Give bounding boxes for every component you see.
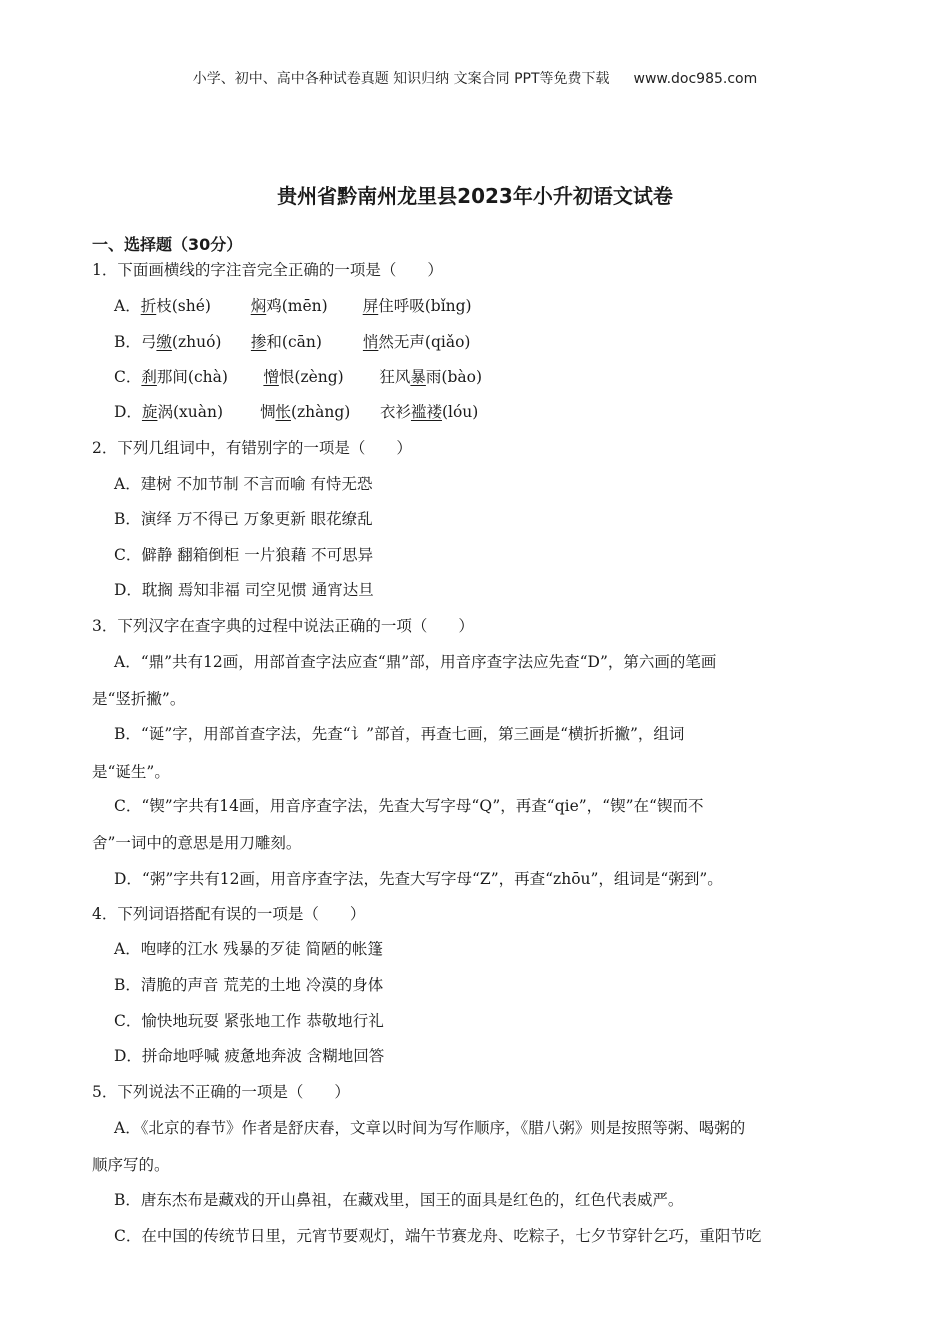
q5-option-c: C．在中国的传统节日里，元宵节要观灯，端午节赛龙舟、吃粽子，七夕节穿针乞巧，重阳节吃	[114, 1227, 762, 1245]
q3-stem: 3．下列汉字在查字典的过程中说法正确的一项（ ）	[92, 617, 474, 635]
q1-option-d: D．旋涡(xuàn) 惆怅(zhàng) 衣衫褴褛(lóu)	[114, 403, 479, 421]
q5-option-b: B．唐东杰布是藏戏的开山鼻祖，在藏戏里，国王的面具是红色的，红色代表威严。	[114, 1191, 684, 1209]
q3-option-b-cont: 是“诞生”。	[92, 763, 170, 781]
q3-option-d: D．“粥”字共有12画，用音序查字法，先查大写字母“Z”，再查“zhōu”，组词是“粥到”。	[114, 870, 723, 888]
q1-option-b: B．弓缴(zhuó) 掺和(cān) 悄然无声(qiǎo)	[114, 333, 471, 351]
section-heading: 一、选择题（30分）	[92, 235, 243, 254]
q2-option-d: D．耽搁 焉知非福 司空见惯 通宵达旦	[114, 581, 374, 599]
q3-option-a: A．“鼎”共有12画，用部首查字法应查“鼎”部，用音序查字法应先查“D”，第六画的笔画	[114, 653, 717, 671]
q4-option-c: C．愉快地玩耍 紧张地工作 恭敬地行礼	[114, 1012, 384, 1030]
q4-stem: 4．下列词语搭配有误的一项是（ ）	[92, 905, 366, 923]
q2-option-b: B．演绎 万不得已 万象更新 眼花缭乱	[114, 510, 373, 528]
q4-option-d: D．拼命地呼喊 疲惫地奔波 含糊地回答	[114, 1047, 385, 1065]
q3-option-c-cont: 舍”一词中的意思是用刀雕刻。	[92, 834, 302, 852]
q2-option-a: A．建树 不加节制 不言而喻 有恃无恐	[114, 475, 373, 493]
q4-option-b: B．清脆的声音 荒芜的土地 冷漠的身体	[114, 976, 384, 994]
q3-option-c: C．“锲”字共有14画，用音序查字法，先查大写字母“Q”，再查“qie”，“锲”在“锲而不	[114, 797, 704, 815]
q2-stem: 2．下列几组词中，有错别字的一项是（ ）	[92, 439, 412, 457]
q5-stem: 5．下列说法不正确的一项是（ ）	[92, 1083, 350, 1101]
page-header	[0, 68, 950, 88]
q3-option-a-cont: 是“竖折撇”。	[92, 690, 186, 708]
q1-stem: 1．下面画横线的字注音完全正确的一项是（ ）	[92, 261, 443, 279]
q1-option-a: A．折枝(shé) 焖鸡(mēn) 屏住呼吸(bǐng)	[114, 297, 472, 315]
page-title: 贵州省黔南州龙里县2023年小升初语文试卷	[277, 184, 673, 208]
q3-option-b: B．“诞”字，用部首查字法，先查“讠”部首，再查七画，第三画是“横折折撇”，组词	[114, 725, 685, 743]
header-site-link[interactable]: www.doc985.com	[633, 71, 758, 87]
q5-option-a-cont: 顺序写的。	[92, 1156, 170, 1174]
q4-option-a: A．咆哮的江水 残暴的歹徒 简陋的帐篷	[114, 940, 384, 958]
header-text: 小学、初中、高中各种试卷真题 知识归纳 文案合同 PPT等免费下载	[192, 71, 610, 87]
q1-option-c: C．刹那间(chà) 憎恨(zèng) 狂风暴雨(bào)	[114, 368, 482, 386]
q5-option-a: A．《北京的春节》作者是舒庆春，文章以时间为写作顺序，《腊八粥》则是按照等粥、喝粥的	[114, 1119, 746, 1137]
q2-option-c: C．僻静 翻箱倒柜 一片狼藉 不可思异	[114, 546, 374, 564]
